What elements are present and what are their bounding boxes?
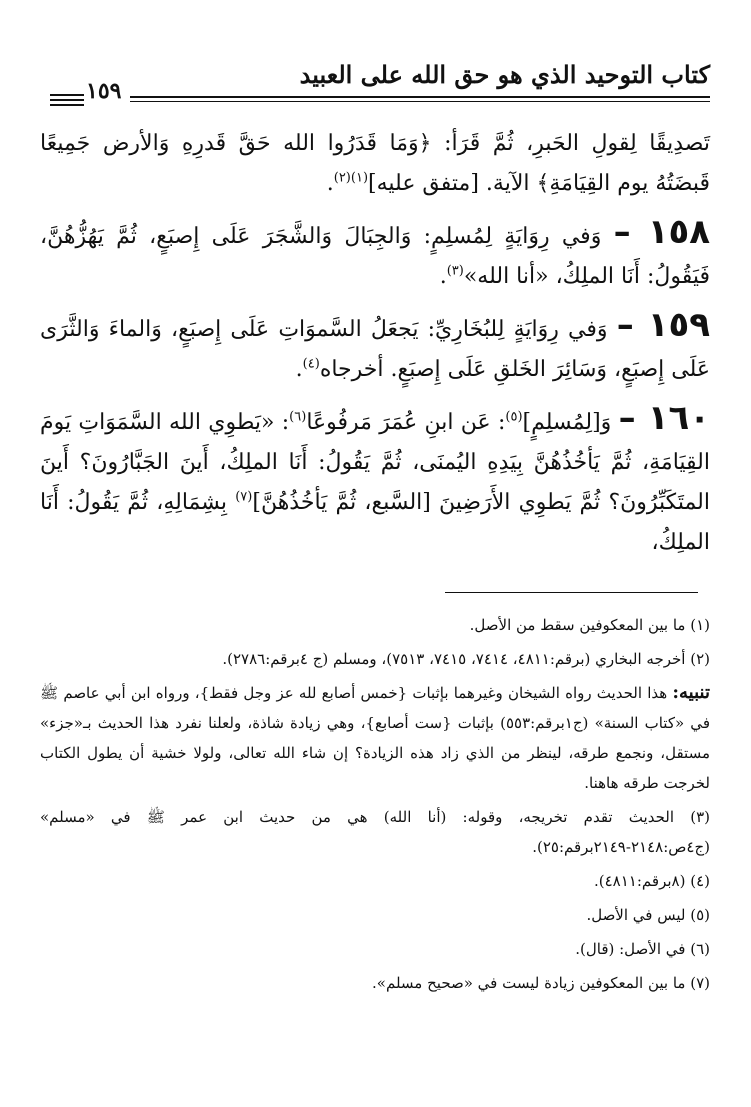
footnote-6: (٦) في الأصل: (قال). bbox=[575, 940, 710, 958]
hadith-158: ١٥٨ – وَفي رِوَايَةٍ لِمُسلِمٍ: وَالجِبَالَ وَالشَّجَرَ عَلَى إِصبَعٍ، ثُمَّ يَهُزُّهُنَّ، فَيَقُولُ: أَنَا الملِكُ، «أنا الله»$^{(٣)}$. bbox=[40, 212, 710, 289]
footnote-2: (٢) أخرجه البخاري (برقم:٤٨١١، ٧٤١٤، ٧٤١٥، ٧٥١٣)، ومسلم (ج ٤برقم:٢٧٨٦). bbox=[222, 650, 710, 668]
footnote-4: (٤) (٨برقم:٤٨١١). bbox=[594, 872, 710, 890]
footnote-ref: (٦) bbox=[289, 409, 307, 425]
footnote-ref: (٤) bbox=[302, 356, 320, 372]
hadith-text: وَفي رِوَايَةٍ لِمُسلِمٍ: وَالجِبَالَ وَالشَّجَرَ عَلَى إِصبَعٍ، ثُمَّ يَهُزُّهُنَّ، فَيَقُولُ: أَنَا الملِكُ، «أنا الله» bbox=[40, 224, 710, 289]
header-rule-thin bbox=[130, 101, 710, 102]
book-title: كتاب التوحيد الذي هو حق الله على العبيد bbox=[299, 60, 710, 89]
footnote-ref: (٣) bbox=[446, 263, 464, 279]
footnotes bbox=[40, 610, 710, 1002]
footnote-separator bbox=[445, 592, 698, 593]
hadith-text: وَفي رِوَايَةٍ لِلبُخَارِيِّ: يَجعَلُ السَّموَاتِ عَلَى إِصبَعٍ، وَالماءَ وَالثَّرَى عَلَى إِصبَعٍ، وَسَائِرَ الخَلقِ عَلَى إِصبَعٍ. أخرجاه bbox=[40, 317, 710, 382]
page-number: ١٥٩ bbox=[86, 78, 122, 104]
page-header bbox=[50, 54, 710, 114]
footnote-ref: (٥) bbox=[505, 409, 523, 425]
footnote-7: (٧) ما بين المعكوفين زيادة ليست في «صحيح مسلم». bbox=[372, 974, 710, 992]
hadith-160 bbox=[40, 398, 710, 563]
paragraph-text: تَصدِيقًا لِقولِ الحَبرِ، ثُمَّ قَرَأ: ﴿وَمَا قَدَرُوا الله حَقَّ قَدرِهِ وَالأرض جَمِيعًا قَبضَتُهُ يوم القِيَامَةِ﴾ الآية. [متفق عليه] bbox=[40, 131, 710, 196]
note-text: هذا الحديث رواه الشيخان وغيرهما بإثبات {خمس أصابع لله عز وجل فقط}، ورواه ابن أبي عاصم ﷺ في «كتاب السنة» (ج١برقم:٥٥٣) بإثبات {ست أصابع}، وهي زيادة شاذة، ولعلنا نفرد هذا الحديث بـ«جزء» مستقل، ونجمع طرقه، لينظر من الذي زاد هذه الزيادة؟ إن شاء الله تعالى، ولولا خشية أن يطول الكتاب لخرجت طرقه هاهنا. bbox=[40, 684, 710, 792]
paragraph-1: تَصدِيقًا لِقولِ الحَبرِ، ثُمَّ قَرَأ: ﴿وَمَا قَدَرُوا الله حَقَّ قَدرِهِ وَالأرض جَمِيعًا قَبضَتُهُ يوم القِيَامَةِ﴾ الآية. [متفق عليه]$^{(١)(٢)}$. bbox=[40, 131, 710, 196]
hadith-text: : «يَطوِي الله السَّمَوَاتِ يَومَ القِيَامَةِ، ثُمَّ يَأخُذُهُنَّ بِيَدِهِ اليُمنَى، ثُمَّ يَقُولُ: أَنَا الملِكُ، أَينَ الجَبَّارُونَ؟ أَينَ المتَكَبِّرُونَ؟ ثُمَّ يَطوِي الأَرَضِينَ [السَّبع، ثُمَّ يَأخُذُهُنَّ] bbox=[40, 410, 711, 515]
footnote-3: (٣) الحديث تقدم تخريجه، وقوله: (أنا الله) هي من حديث ابن عمر ﷺ في «مسلم» (ج٤ص:٢١٤٨-٢١٤٩برقم:٢٥). bbox=[40, 808, 710, 856]
header-rule bbox=[130, 96, 710, 98]
main-text bbox=[40, 124, 710, 571]
hadith-number: ١٥٨ – bbox=[613, 212, 710, 252]
hadith-number: ١٦٠ – bbox=[618, 398, 710, 438]
footnote-ref: (٧) bbox=[235, 489, 253, 505]
hadith-text: وَ[لِمُسلِمٍ] bbox=[522, 410, 612, 435]
footnote-5: (٥) ليس في الأصل. bbox=[586, 906, 710, 924]
hadith-text: : عَن ابنِ عُمَرَ مَرفُوعًا bbox=[306, 410, 506, 435]
page-number-rules bbox=[50, 94, 84, 109]
footnote-1: (١) ما بين المعكوفين سقط من الأصل. bbox=[469, 616, 710, 634]
hadith-text: بِشِمَالِهِ، ثُمَّ يَقُولُ: أَنَا الملِكُ، bbox=[40, 490, 710, 555]
note bbox=[40, 678, 710, 798]
footnote-ref: (١)(٢) bbox=[333, 170, 369, 186]
note-label: تنبيه: bbox=[672, 682, 710, 703]
hadith-number: ١٥٩ – bbox=[616, 305, 710, 345]
hadith-159: ١٥٩ – وَفي رِوَايَةٍ لِلبُخَارِيِّ: يَجعَلُ السَّموَاتِ عَلَى إِصبَعٍ، وَالماءَ وَالثَّرَى عَلَى إِصبَعٍ، وَسَائِرَ الخَلقِ عَلَى إِصبَعٍ. أخرجاه$^{(٤)}$. bbox=[40, 305, 710, 382]
